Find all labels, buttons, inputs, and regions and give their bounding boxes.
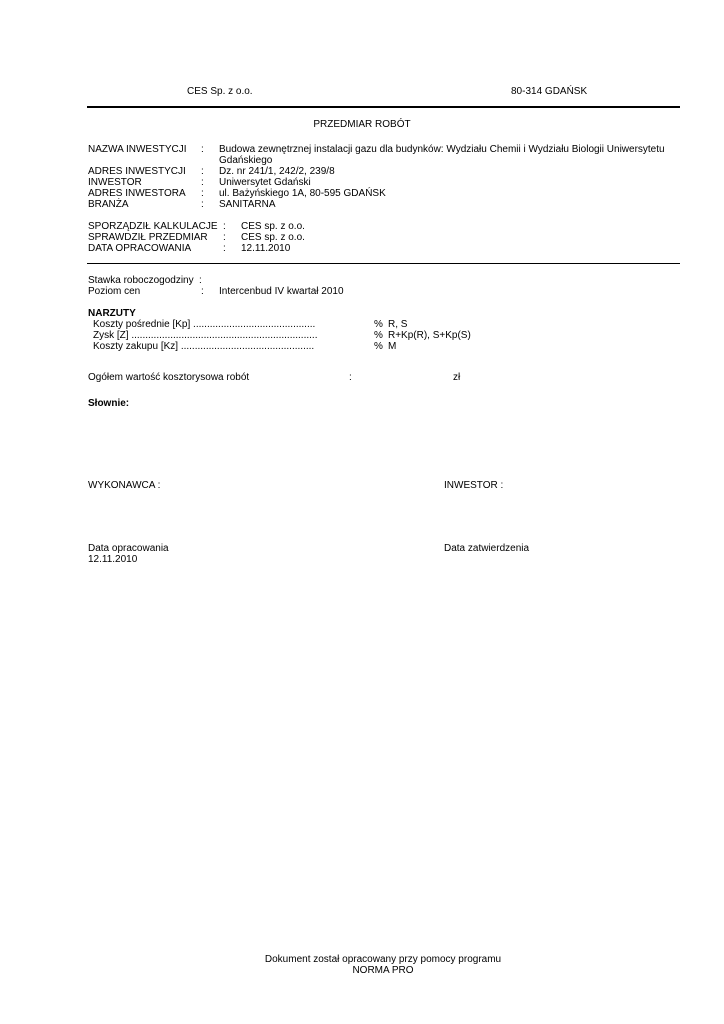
info-separator: : <box>201 188 204 199</box>
in-words-label: Słownie: <box>88 398 130 409</box>
total-label: Ogółem wartość kosztorysowa robót <box>88 372 250 383</box>
rate-label: Stawka roboczogodziny <box>88 275 194 286</box>
info-value: ul. Bażyńskiego 1A, 80-595 GDAŃSK <box>219 188 386 199</box>
prepared-value: CES sp. z o.o. <box>241 232 305 243</box>
markup-percent: % <box>374 341 383 352</box>
prepared-value: 12.11.2010 <box>241 243 291 254</box>
info-value: SANITARNA <box>219 199 276 210</box>
date-prepared-value: 12.11.2010 <box>88 554 138 565</box>
rate-separator: : <box>201 286 204 297</box>
markups-heading: NARZUTY <box>88 308 136 319</box>
rate-value: Intercenbud IV kwartał 2010 <box>219 286 344 297</box>
prepared-separator: : <box>223 243 226 254</box>
info-value: Dz. nr 241/1, 242/2, 239/8 <box>219 166 335 177</box>
section-divider <box>87 263 680 264</box>
document-title: PRZEDMIAR ROBÓT <box>313 119 411 130</box>
footer-line-1: Dokument został opracowany przy pomocy programu <box>264 954 502 965</box>
prepared-label: SPRAWDZIŁ PRZEDMIAR <box>88 232 208 243</box>
info-separator: : <box>201 166 204 177</box>
info-separator: : <box>201 199 204 210</box>
info-separator: : <box>201 144 204 155</box>
info-separator: : <box>201 177 204 188</box>
header-divider <box>87 106 680 108</box>
markup-base: M <box>388 341 397 352</box>
rate-label: Poziom cen <box>88 286 141 297</box>
prepared-separator: : <box>223 232 226 243</box>
contractor-label: WYKONAWCA : <box>88 480 161 491</box>
prepared-separator: : <box>223 221 226 232</box>
date-approved-label: Data zatwierdzenia <box>444 543 530 554</box>
footer-line-2: NORMA PRO <box>352 965 414 976</box>
markup-label: Koszty zakupu [Kz] ................................................ <box>93 341 315 352</box>
rate-separator: : <box>199 275 202 286</box>
markup-base: R, S <box>388 319 408 330</box>
total-separator: : <box>349 372 352 383</box>
company-name: CES Sp. z o.o. <box>187 86 253 97</box>
info-label: ADRES INWESTORA <box>88 188 186 199</box>
prepared-label: DATA OPRACOWANIA <box>88 243 192 254</box>
info-label: BRANŻA <box>88 199 129 210</box>
prepared-value: CES sp. z o.o. <box>241 221 305 232</box>
total-currency: zł <box>453 372 461 383</box>
info-label: NAZWA INWESTYCJI <box>88 144 187 155</box>
markup-percent: % <box>374 330 383 341</box>
info-value: Budowa zewnętrznej instalacji gazu dla budynków: Wydziału Chemii i Wydziału Biologii Uniwersytetu <box>219 144 665 155</box>
markup-label: Koszty pośrednie [Kp] ............................................ <box>93 319 316 330</box>
date-prepared-label: Data opracowania <box>88 543 169 554</box>
info-value-continued: Gdańskiego <box>219 155 273 166</box>
info-value: Uniwersytet Gdański <box>219 177 311 188</box>
prepared-label: SPORZĄDZIŁ KALKULACJE <box>88 221 218 232</box>
markup-label: Zysk [Z] ................................................................... <box>93 330 318 341</box>
info-label: ADRES INWESTYCJI <box>88 166 186 177</box>
markup-base: R+Kp(R), S+Kp(S) <box>388 330 471 341</box>
company-city: 80-314 GDAŃSK <box>511 86 588 97</box>
info-label: INWESTOR <box>88 177 142 188</box>
investor-label: INWESTOR : <box>444 480 504 491</box>
markup-percent: % <box>374 319 383 330</box>
